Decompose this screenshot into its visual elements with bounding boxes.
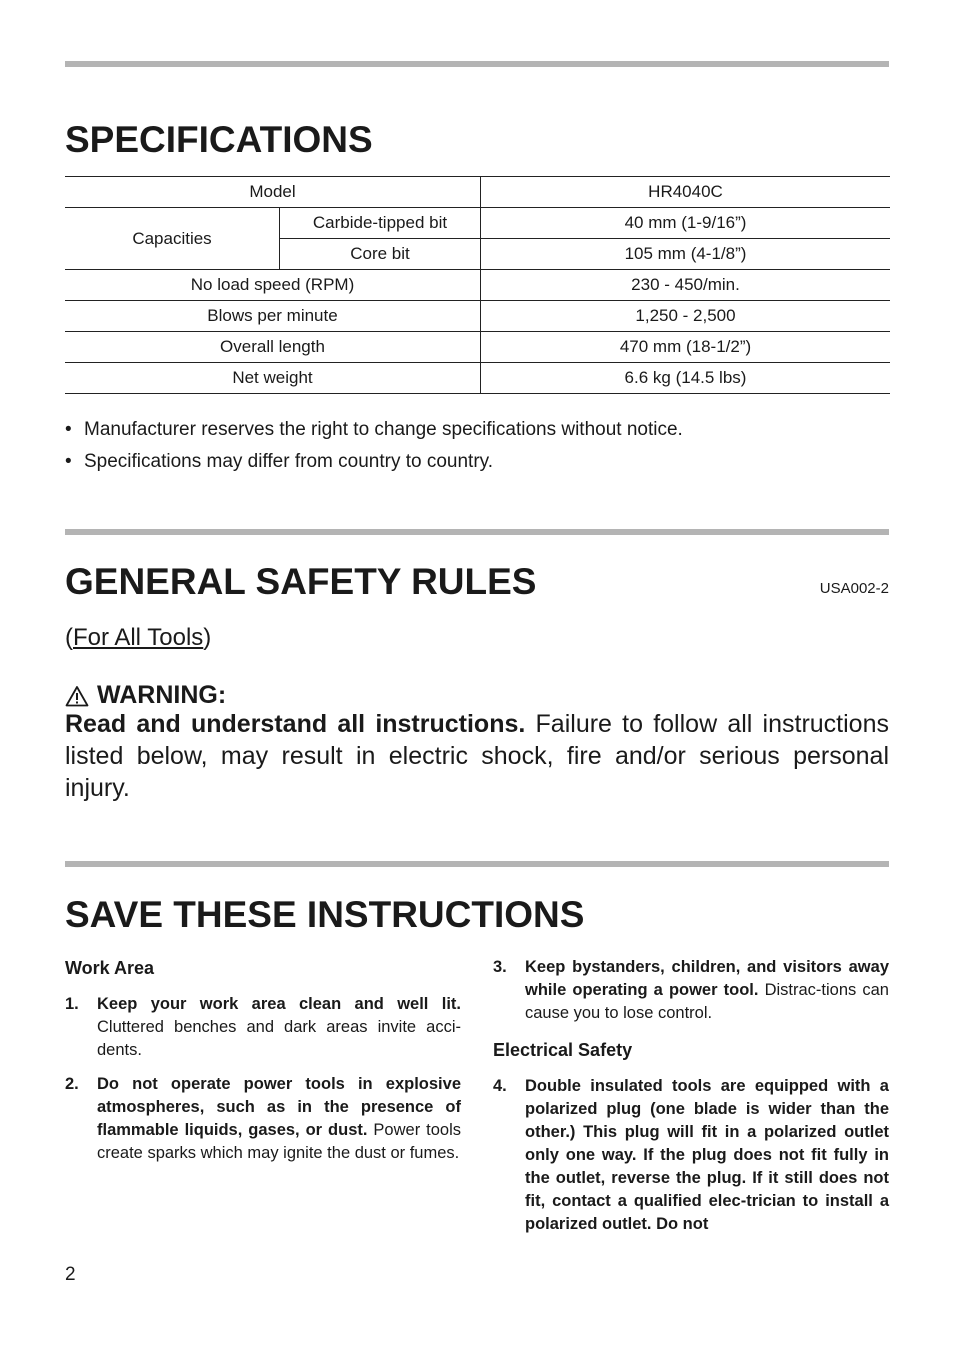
page-number: 2 bbox=[65, 1264, 76, 1285]
general-safety-title: GENERAL SAFETY RULES bbox=[65, 561, 537, 602]
table-row-value: 6.6 kg (14.5 lbs) bbox=[481, 363, 891, 394]
item-bold-text: Double insulated tools are equipped with a polarized plug (one blade is wider than the other.) This plug will fit in a polarized outlet only one way. If the plug does not fit fully in the outlet, reverse the plug. If it still does not fit, contact a qualified elec-trician to install a polarized outlet. Do not bbox=[525, 1077, 889, 1233]
item-regular-text: Distrac-tions can cause you to lose control. bbox=[525, 981, 889, 1022]
list-item bbox=[493, 1075, 889, 1236]
item-number: 2. bbox=[65, 1075, 79, 1093]
note-item: • Specifications may differ from country to country. bbox=[65, 450, 683, 482]
list-item bbox=[65, 993, 461, 1062]
list-item bbox=[65, 1073, 461, 1165]
item-number: 1. bbox=[65, 995, 79, 1013]
item-number: 3. bbox=[493, 958, 507, 976]
section-divider bbox=[65, 861, 889, 867]
item-text bbox=[97, 1073, 461, 1165]
table-row-value: 470 mm (18-1/2”) bbox=[481, 332, 891, 363]
warning-label: WARNING: bbox=[97, 681, 227, 709]
core-label: Core bit bbox=[280, 239, 481, 270]
model-label: Model bbox=[65, 177, 481, 208]
item-regular-text: Cluttered benches and dark areas invite acci-dents. bbox=[97, 1018, 461, 1059]
specifications-table bbox=[65, 176, 890, 394]
table-row-label: Net weight bbox=[65, 363, 481, 394]
table-row-value: 230 - 450/min. bbox=[481, 270, 891, 301]
item-regular-text: Power tools create sparks which may ignite the dust or fumes. bbox=[97, 1121, 461, 1162]
work-area-heading: Work Area bbox=[65, 958, 155, 978]
left-column bbox=[65, 957, 461, 1176]
subtitle-open: ( bbox=[65, 624, 73, 651]
subtitle bbox=[65, 624, 211, 652]
item-bold-text: Do not operate power tools in explosive atmospheres, such as in the presence of flammable liquids, gases, or dust. bbox=[97, 1075, 461, 1139]
capacities-label: Capacities bbox=[65, 208, 280, 270]
warning-text: Failure to follow all instructions listed below, may result in electric shock, fire and/or serious personal injury. bbox=[65, 710, 889, 802]
item-bold-text: Keep your work area clean and well lit. bbox=[97, 995, 461, 1013]
carbide-label: Carbide-tipped bit bbox=[280, 208, 481, 239]
section-divider bbox=[65, 61, 889, 67]
electrical-safety-heading: Electrical Safety bbox=[493, 1040, 633, 1060]
item-text bbox=[525, 1075, 889, 1236]
warning-body bbox=[65, 708, 889, 804]
specifications-title: SPECIFICATIONS bbox=[65, 119, 373, 160]
subtitle-underlined: For All Tools bbox=[73, 624, 204, 651]
subtitle-close: ) bbox=[203, 624, 212, 651]
table-row-label: Overall length bbox=[65, 332, 481, 363]
item-number: 4. bbox=[493, 1077, 507, 1095]
item-text bbox=[525, 956, 889, 1025]
core-value: 105 mm (4-1/8”) bbox=[481, 239, 891, 270]
section-divider bbox=[65, 529, 889, 535]
right-column bbox=[493, 956, 889, 1247]
save-instructions-title: SAVE THESE INSTRUCTIONS bbox=[65, 894, 585, 935]
table-row-label: No load speed (RPM) bbox=[65, 270, 481, 301]
carbide-value: 40 mm (1-9/16”) bbox=[481, 208, 891, 239]
table-row-value: 1,250 - 2,500 bbox=[481, 301, 891, 332]
warning-triangle-icon bbox=[65, 685, 89, 707]
item-bold-text: Keep bystanders, children, and visitors away while operating a power tool. bbox=[525, 958, 889, 999]
item-text bbox=[97, 993, 461, 1062]
model-value: HR4040C bbox=[481, 177, 891, 208]
table-row-label: Blows per minute bbox=[65, 301, 481, 332]
note-item: • Manufacturer reserves the right to change specifications without notice. bbox=[65, 418, 683, 450]
list-item bbox=[493, 956, 889, 1025]
warning-heading bbox=[65, 681, 226, 710]
document-code: USA002-2 bbox=[819, 580, 889, 597]
warning-bold-text: Read and understand all instructions. bbox=[65, 710, 526, 738]
specification-notes bbox=[65, 418, 683, 482]
